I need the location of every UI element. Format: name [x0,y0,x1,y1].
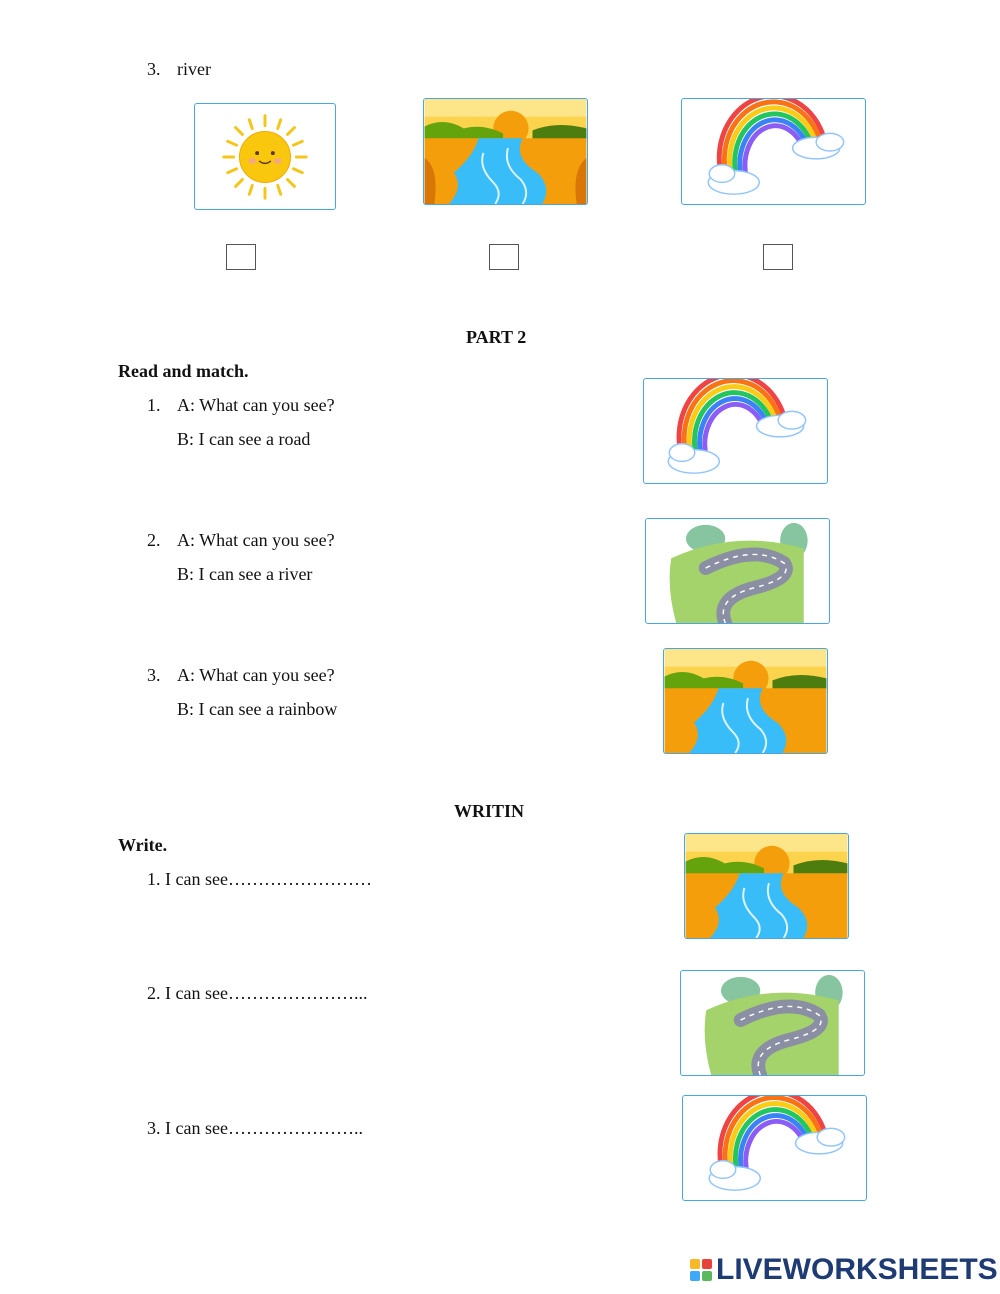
match-picture-rainbow[interactable] [643,378,828,484]
river-icon [685,834,848,938]
write-picture-rainbow [682,1095,867,1201]
write-item[interactable]: 3. I can see………………….. [147,1118,363,1138]
part2-title: PART 2 [466,327,527,347]
dialogue-answer: B: I can see a rainbow [177,699,338,719]
write-item[interactable]: 2. I can see…………………... [147,983,368,1003]
road-icon [646,519,829,623]
dialogue-question: A: What can you see? [177,530,335,550]
dialogue-number: 3. [147,665,161,685]
logo-square [702,1271,712,1281]
write-picture-road [680,970,865,1076]
checkbox-sun[interactable] [226,244,256,270]
dialogue-question: A: What can you see? [177,395,335,415]
part2-instruction: Read and match. [118,361,249,381]
match-picture-road[interactable] [645,518,830,624]
brand-name: LIVEWORKSHEETS [716,1253,998,1286]
checkbox-rainbow[interactable] [763,244,793,270]
writing-title: WRITIN [454,801,525,821]
writing-instruction: Write. [118,835,168,855]
river-picture [423,98,588,205]
sun-icon [195,104,335,209]
rainbow-icon [682,99,865,204]
rainbow-picture [681,98,866,205]
dialogue-answer: B: I can see a river [177,564,313,584]
write-item[interactable]: 1. I can see…………………… [147,869,372,889]
logo-square [702,1259,712,1269]
road-icon [681,971,864,1075]
dialogue-number: 1. [147,395,161,415]
river-icon [424,99,587,204]
dialogue-number: 2. [147,530,161,550]
item-word: river [177,59,211,79]
rainbow-icon [683,1096,866,1200]
dialogue-answer: B: I can see a road [177,429,311,449]
logo-square [690,1259,700,1269]
checkbox-river[interactable] [489,244,519,270]
logo-square [690,1271,700,1281]
write-picture-river [684,833,849,939]
rainbow-icon [644,379,827,483]
liveworksheets-logo-icon [690,1259,712,1281]
river-icon [664,649,827,753]
dialogue-question: A: What can you see? [177,665,335,685]
liveworksheets-brand [690,1252,998,1288]
item-number: 3. [147,59,161,79]
sun-picture [194,103,336,210]
match-picture-river[interactable] [663,648,828,754]
